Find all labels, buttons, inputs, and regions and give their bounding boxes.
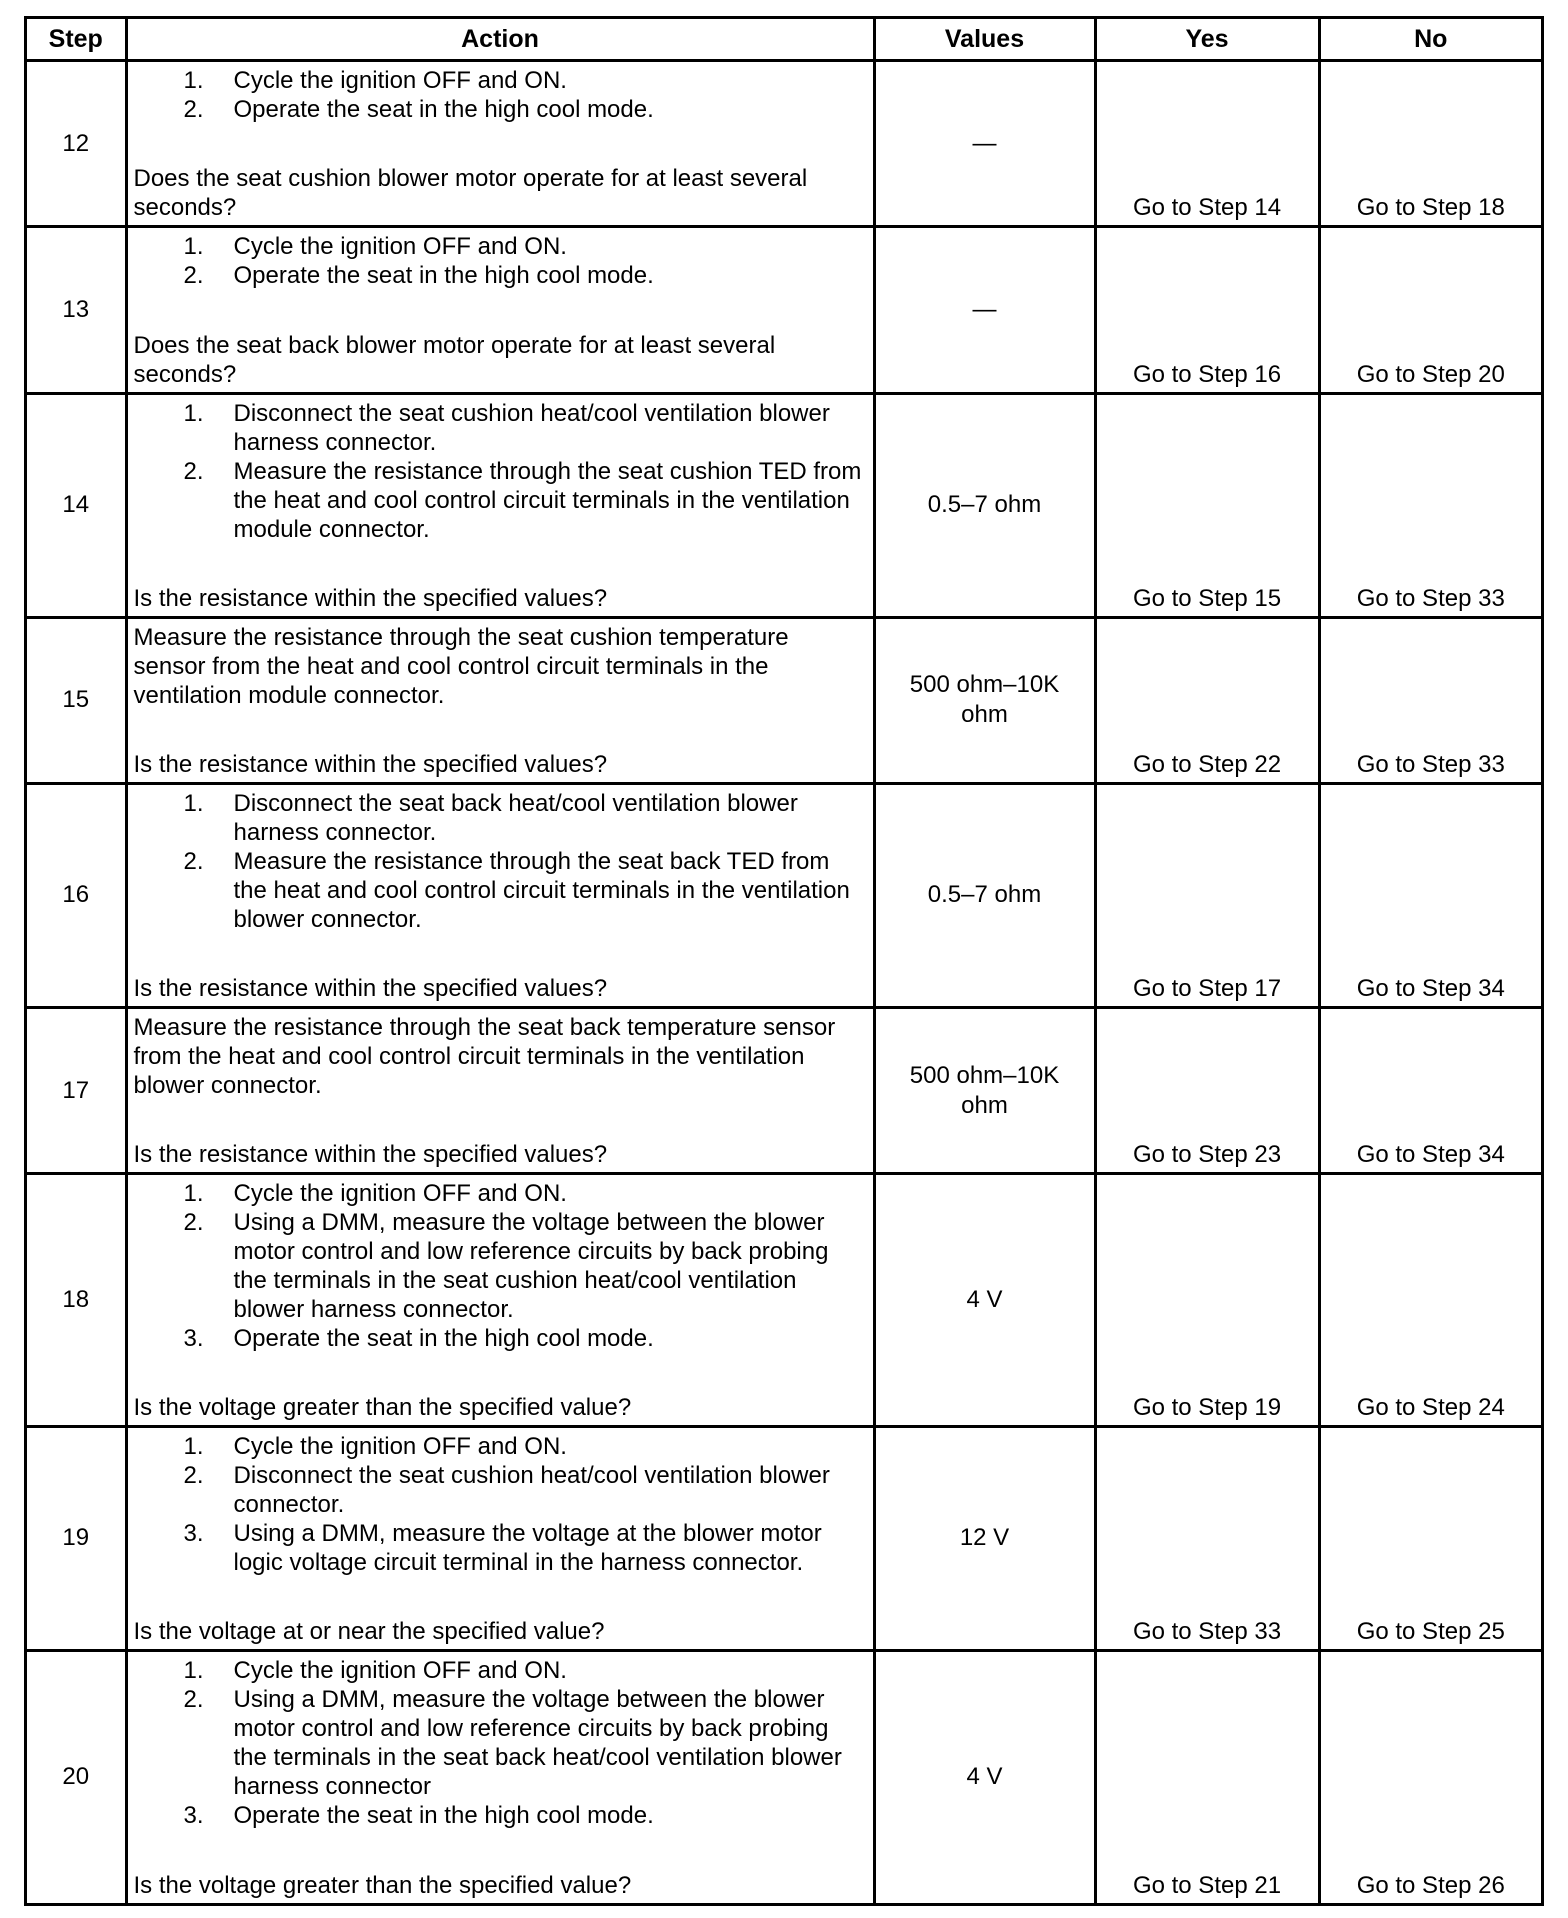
header-action: Action (126, 19, 874, 61)
instruction-number: 2. (183, 262, 204, 290)
action-cell (126, 1427, 874, 1651)
instruction-item (134, 1685, 865, 1801)
instruction-text: Using a DMM, measure the voltage between the blower motor control and low reference circuits by back probing the terminals in the seat cushion heat/cool ventilation blower harness connector. (233, 1209, 829, 1324)
value-cell: 4 V (874, 1650, 1095, 1903)
action-content (134, 789, 865, 1003)
action-content (134, 1432, 865, 1646)
instruction-item (134, 457, 865, 544)
header-no: No (1319, 19, 1541, 61)
instruction-text: Operate the seat in the high cool mode. (233, 1325, 654, 1353)
yes-goto: Go to Step 17 (1095, 784, 1319, 1008)
instruction-item (134, 66, 865, 95)
instruction-number: 2. (183, 1685, 204, 1713)
instruction-text: Cycle the ignition OFF and ON. (233, 233, 567, 261)
instruction-number: 2. (183, 1462, 204, 1489)
no-goto: Go to Step 20 (1319, 227, 1541, 393)
action-instructions (134, 1179, 865, 1353)
instruction-list (134, 232, 865, 290)
table-row (27, 617, 1541, 783)
step-number: 16 (27, 784, 126, 1008)
table-row (27, 1174, 1541, 1427)
value-cell: 4 V (874, 1174, 1095, 1427)
yes-goto: Go to Step 33 (1095, 1427, 1319, 1651)
action-cell (126, 61, 874, 227)
yes-goto: Go to Step 15 (1095, 393, 1319, 617)
instruction-number: 3. (183, 1801, 204, 1829)
instruction-text: Cycle the ignition OFF and ON. (233, 67, 567, 94)
instruction-list (134, 399, 865, 544)
no-goto: Go to Step 26 (1319, 1650, 1541, 1903)
action-content (134, 232, 865, 388)
value-cell: 0.5–7 ohm (874, 393, 1095, 617)
instruction-item (134, 232, 865, 261)
instruction-item (134, 1656, 865, 1685)
header-values: Values (874, 19, 1095, 61)
instruction-list (134, 66, 865, 124)
no-goto: Go to Step 33 (1319, 617, 1541, 783)
step-number: 14 (27, 393, 126, 617)
action-content (134, 1013, 865, 1169)
value-cell: 0.5–7 ohm (874, 784, 1095, 1008)
diagnostic-table (27, 19, 1541, 1903)
no-goto: Go to Step 34 (1319, 1007, 1541, 1173)
instruction-item (134, 789, 865, 847)
no-goto: Go to Step 25 (1319, 1427, 1541, 1651)
no-goto: Go to Step 24 (1319, 1174, 1541, 1427)
yes-goto: Go to Step 21 (1095, 1650, 1319, 1903)
no-goto: Go to Step 34 (1319, 784, 1541, 1008)
instruction-text: Operate the seat in the high cool mode. (233, 96, 654, 123)
instruction-list (134, 789, 865, 934)
value-cell: — (874, 61, 1095, 227)
instruction-number: 1. (183, 233, 204, 261)
action-question: Is the voltage greater than the specified value? (133, 1872, 632, 1899)
yes-goto: Go to Step 23 (1095, 1007, 1319, 1173)
instruction-list (134, 1179, 865, 1353)
header-yes: Yes (1095, 19, 1319, 61)
instruction-number: 1. (183, 790, 204, 818)
action-instructions (134, 789, 865, 934)
table-row (27, 1650, 1541, 1903)
instruction-number: 1. (183, 1180, 204, 1208)
table-row (27, 227, 1541, 393)
action-question: Is the resistance within the specified values? (133, 1141, 608, 1169)
instruction-item (134, 399, 865, 457)
instruction-text: Disconnect the seat back heat/cool ventilation blower harness connector. (233, 790, 798, 847)
yes-goto: Go to Step 16 (1095, 227, 1319, 393)
value-cell: 500 ohm–10K ohm (874, 1007, 1095, 1173)
step-number: 13 (27, 227, 126, 393)
instruction-number: 3. (183, 1325, 204, 1353)
action-instructions (134, 66, 865, 124)
instruction-item (134, 1432, 865, 1461)
table-row (27, 784, 1541, 1008)
yes-goto: Go to Step 19 (1095, 1174, 1319, 1427)
action-instructions (134, 1432, 865, 1577)
step-number: 15 (27, 617, 126, 783)
action-question: Does the seat back blower motor operate for at least several seconds? (133, 331, 776, 388)
action-content (134, 623, 865, 779)
instruction-item (134, 1461, 865, 1519)
action-instructions (134, 623, 865, 710)
action-question: Is the resistance within the specified values? (133, 751, 608, 779)
header-step: Step (27, 19, 126, 61)
action-question: Is the resistance within the specified values? (133, 974, 608, 1002)
instruction-number: 1. (183, 1656, 204, 1684)
instruction-number: 1. (183, 67, 204, 94)
table-row (27, 1427, 1541, 1651)
instruction-text: Cycle the ignition OFF and ON. (233, 1180, 567, 1208)
action-instructions (134, 1656, 865, 1830)
action-question: Does the seat cushion blower motor operate for at least several seconds? (133, 165, 808, 222)
table-row (27, 393, 1541, 617)
action-cell (126, 1650, 874, 1903)
instruction-text: Operate the seat in the high cool mode. (233, 1801, 654, 1829)
action-instructions (134, 1013, 865, 1100)
instruction-text: Cycle the ignition OFF and ON. (233, 1656, 567, 1684)
instruction-list (134, 1432, 865, 1577)
instruction-number: 2. (183, 457, 204, 485)
action-cell (126, 784, 874, 1008)
instruction-text: Disconnect the seat cushion heat/cool ventilation blower connector. (233, 1462, 830, 1518)
value-cell: 500 ohm–10K ohm (874, 617, 1095, 783)
instruction-item (134, 1324, 865, 1353)
instruction-number: 2. (183, 1209, 204, 1237)
action-instructions (134, 232, 865, 290)
instruction-number: 2. (183, 96, 204, 123)
yes-goto: Go to Step 14 (1095, 61, 1319, 227)
action-instructions (134, 399, 865, 544)
instruction-number: 3. (183, 1520, 204, 1547)
instruction-item (134, 847, 865, 934)
instruction-text: Using a DMM, measure the voltage at the blower motor logic voltage circuit terminal in the harness connector. (233, 1520, 822, 1576)
step-number: 18 (27, 1174, 126, 1427)
no-goto: Go to Step 18 (1319, 61, 1541, 227)
instruction-item (134, 95, 865, 124)
table-row (27, 61, 1541, 227)
action-question: Is the resistance within the specified values? (133, 584, 608, 612)
action-content (134, 399, 865, 613)
instruction-text: Cycle the ignition OFF and ON. (233, 1433, 567, 1460)
instruction-text: Disconnect the seat cushion heat/cool ventilation blower harness connector. (233, 399, 830, 456)
no-goto: Go to Step 33 (1319, 393, 1541, 617)
action-cell (126, 393, 874, 617)
table-row (27, 1007, 1541, 1173)
diagnostic-table-frame (24, 16, 1544, 1906)
instruction-item (134, 1519, 865, 1577)
instruction-list (134, 1656, 865, 1830)
instruction-item (134, 1179, 865, 1208)
value-cell: — (874, 227, 1095, 393)
instruction-number: 2. (183, 848, 204, 876)
instruction-text: Using a DMM, measure the voltage between the blower motor control and low reference circuits by back probing the terminals in the seat back heat/cool ventilation blower harness connector (233, 1685, 842, 1800)
instruction-item (134, 1801, 865, 1830)
action-question: Is the voltage at or near the specified value? (133, 1617, 605, 1645)
instruction-number: 1. (183, 399, 204, 427)
action-text: Measure the resistance through the seat cushion temperature sensor from the heat and cool control circuit terminals in the ventilation module connector. (133, 623, 789, 709)
value-cell: 12 V (874, 1427, 1095, 1651)
action-content (134, 1656, 865, 1900)
instruction-text: Measure the resistance through the seat back TED from the heat and cool control circuit terminals in the ventilation blower connector. (233, 848, 850, 934)
action-content (134, 66, 865, 222)
action-question: Is the voltage greater than the specified value? (133, 1394, 632, 1421)
instruction-text: Measure the resistance through the seat cushion TED from the heat and cool control circuit terminals in the ventilation module connector. (233, 457, 862, 543)
instruction-number: 1. (183, 1433, 204, 1460)
instruction-text: Operate the seat in the high cool mode. (233, 262, 654, 290)
action-cell (126, 227, 874, 393)
action-cell (126, 1007, 874, 1173)
action-cell (126, 617, 874, 783)
action-text: Measure the resistance through the seat back temperature sensor from the heat and cool control circuit terminals in the ventilation blower connector. (133, 1013, 836, 1099)
header-row (27, 19, 1541, 61)
step-number: 12 (27, 61, 126, 227)
step-number: 19 (27, 1427, 126, 1651)
action-cell (126, 1174, 874, 1427)
step-number: 17 (27, 1007, 126, 1173)
yes-goto: Go to Step 22 (1095, 617, 1319, 783)
step-number: 20 (27, 1650, 126, 1903)
instruction-item (134, 1208, 865, 1324)
instruction-item (134, 261, 865, 290)
action-content (134, 1179, 865, 1422)
